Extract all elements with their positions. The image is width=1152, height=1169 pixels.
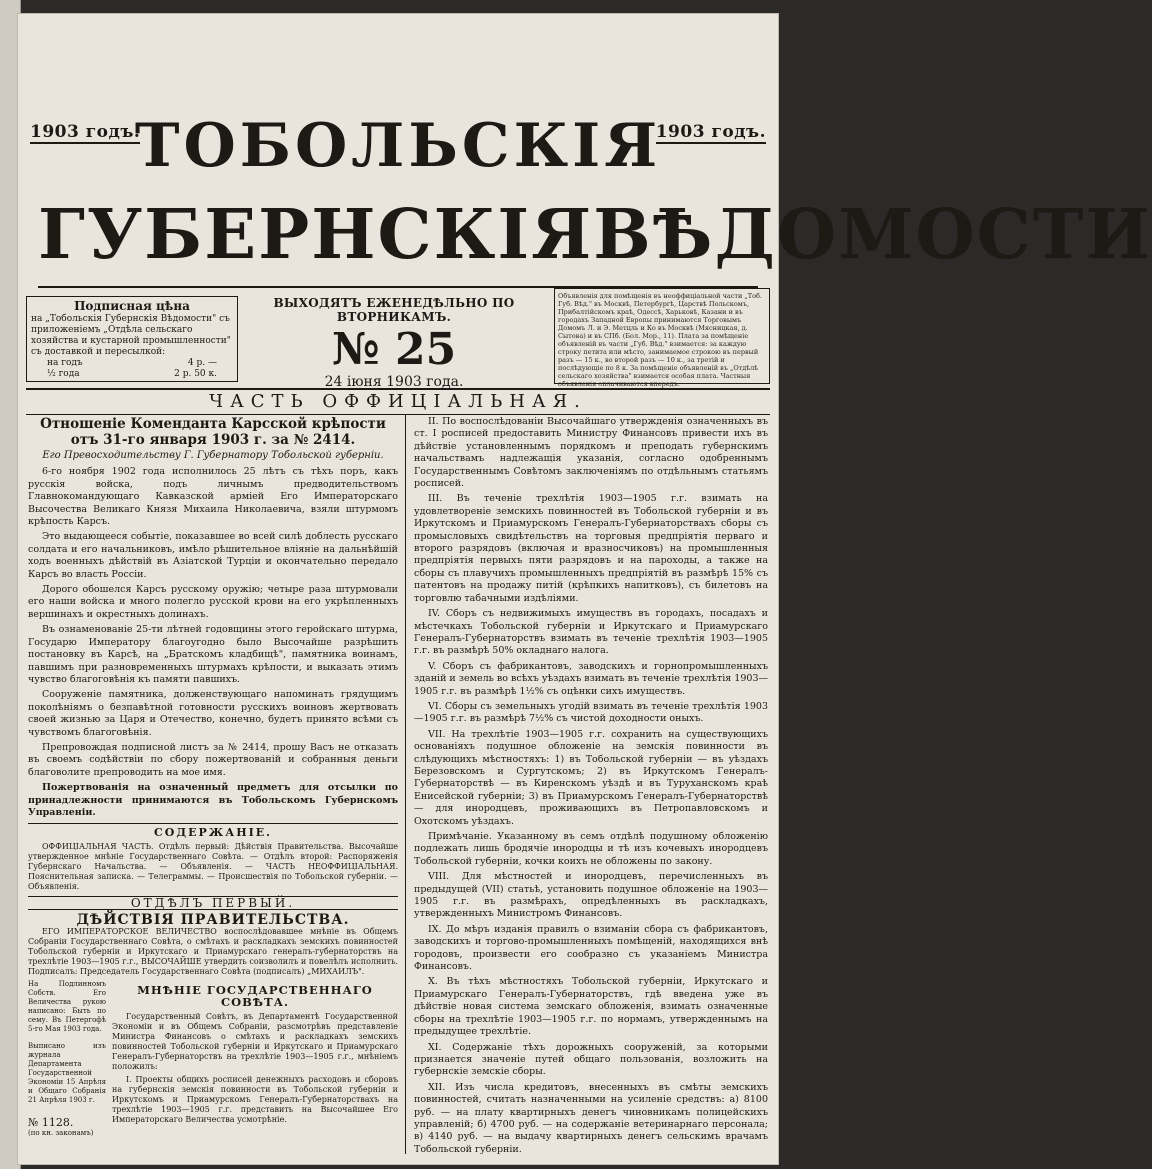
article-paragraph: Дорого обошелся Карсъ русскому оружію; четыре раза штурмовали его наши войска и много полегло русской крови на его укрѣпленныхъ вершинахъ и окрестныхъ долинахъ. — [28, 584, 398, 620]
article-paragraph: II. По воспослѣдованіи Высочайшаго утвержденія означенныхъ въ ст. I росписей предоставить Министру Финансовъ привести ихъ въ дѣйствіе установленнымъ порядкомъ и преподать губернскимъ начальствамъ надлежащія указанія, согласно одобреннымъ Государственнымъ Совѣтомъ заключеніямъ по отдѣльнымъ статьямъ росписей. — [414, 416, 768, 490]
price-label: на годъ — [47, 358, 83, 368]
publication-schedule: ВЫХОДЯТЪ ЕЖЕНЕДѢЛЬНО ПО ВТОРНИКАМЪ. — [273, 296, 515, 324]
article-headline: Отношеніе Коменданта Карсской крѣпости отъ 31-го января 1903 г. за № 2414. — [40, 416, 386, 448]
price-label: ½ года — [47, 369, 80, 379]
masthead-title-right: ВѢДОМОСТИ — [593, 195, 1152, 275]
article-paragraph: Въ ознаменованіе 25-ти лѣтней годовщины этого геройскаго штурма, Государю Императору благоугодно было Высочайше разрѣшить постановку въ Карсѣ, на „Братскомъ кладбищѣ", памятника воинамъ, павшимъ при разновременныхъ штурмахъ крѣпости, и выказать этимъ чувство благоговѣнія къ памяти павшихъ. — [28, 624, 398, 685]
margin-note: Выписано изъ журнала Департамента Государственной Экономіи 15 Апрѣля и Общаго Собранія 21 Апрѣля 1903 г. — [28, 1041, 106, 1104]
article-paragraph: Сооруженіе памятника, долженствующаго напоминать грядущимъ поколѣніямъ о безпавѣтной готовности русскихъ воиновъ жертвовать своей жизнью за Царя и Отечество, конечно, будетъ принято всѣми съ чувствомъ благоговѣнія. — [28, 689, 398, 738]
price-row-half — [31, 369, 233, 380]
column-divider — [405, 414, 406, 1154]
article-paragraph: Это выдающееся событіе, показавшее во всей силѣ доблесть русскаго солдата и его начальниковъ, имѣло рѣшительное вліяніе на дальнѣйшій ходъ военныхъ дѣйствій въ Азіатской Турціи и окончательно передало Карсъ во власть Россіи. — [28, 531, 398, 580]
subscription-text: на „Тобольскія Губернскія Вѣдомости" съ приложеніемъ „Отдѣла сельскаго хозяйства и кустарной промышленности" съ доставкой и пересылкой: — [31, 314, 231, 357]
margin-document-number: № 1128. — [28, 1115, 74, 1129]
opinion-block — [28, 980, 398, 1138]
issue-info — [244, 296, 544, 390]
article-paragraph: X. Въ тѣхъ мѣстностяхъ Тобольской губерніи, Иркутскаго и Приамурскаго Генералъ-Губернаторствъ, гдѣ введена уже въ дѣйствіе новая система земскаго обложенія, взимать означенные сборы на трехлѣтіе 1903—1905 г.г. по нормамъ, утвержденнымъ на предыдущее трехлѣтіе. — [414, 976, 768, 1038]
masthead-title-left: ГУБЕРНСКIЯ — [38, 195, 594, 275]
government-actions-text: ЕГО ИМПЕРАТОРСКОЕ ВЕЛИЧЕСТВО воспослѣдовавшее мнѣніе въ Общемъ Собраніи Государственнаго Совѣта, о смѣтахъ и раскладкахъ земскихъ повинностей Тобольской губерніи и Иркутскаго и Приамурскаго генералъ-губернаторствъ на трехлѣтіе 1903—1905 г.г., ВЫСОЧАЙШЕ утвердить соизволилъ и повелѣлъ исполнить. Подписалъ: Председатель Государственнаго Совѣта (подписалъ) „МИХАИЛЪ". — [28, 926, 398, 976]
masthead-title-line2 — [38, 190, 1152, 280]
advertising-notice-box — [554, 288, 770, 388]
article-paragraph: Препровождая подписной листъ за № 2414, прошу Васъ не отказать въ своемъ содѣйствіи по сбору пожертвованій и собранныя деньги благоволите препроводить на мое имя. — [28, 741, 398, 778]
article-paragraph: XI. Содержаніе тѣхъ дорожныхъ сооруженій, за которыми признается значеніе путей общаго пользованія, возложить на губернскіе земскіе сборы. — [414, 1041, 768, 1078]
subscription-box — [26, 296, 238, 382]
price-row-year — [31, 358, 233, 369]
opinion-text: Государственный Совѣтъ, въ Департаментѣ Государственной Экономіи и въ Общемъ Собраніи, разсмотрѣвъ представленіе Министра Финансовъ о смѣтахъ и раскладкахъ земскихъ повинностей Тобольской губерніи и Иркутскаго и Приамурскаго Генералъ-Губернаторствъ на трехлѣтіе 1903—1905 г.г., мнѣніемъ положилъ: — [112, 1012, 398, 1072]
margin-note: На Подлинномъ Собств. Его Величества рукою написано: Быть по сему. Въ Петергофѣ 5-го Мая 1903 года. — [28, 979, 106, 1033]
article-paragraph: VI. Сборы съ земельныхъ угодій взимать въ теченіе трехлѣтія 1903—1905 г.г. въ размѣрѣ 7½% съ чистой доходности оныхъ. — [414, 700, 768, 725]
opinion-point: I. Проекты общихъ росписей денежныхъ расходовъ и сборовъ на губернскія земскія повинности въ Тобольской губерніи и Иркутскомъ и Приамурскомъ Генералъ-Губернаторствахъ на трехлѣтіе 1903—1905 г.г. представить на Высочайшее Его Императорскаго Величества усмотрѣніе. — [112, 1075, 398, 1125]
article-paragraph: IV. Сборъ съ недвижимыхъ имуществъ въ городахъ, посадахъ и мѣстечкахъ Тобольской губерніи и Иркутскаго и Приамурскаго Генералъ-Губернаторствъ взимать въ теченіе трехлѣтія 1903—1905 г.г. въ размѣрѣ 50% окладнаго налога. — [414, 608, 768, 657]
article-paragraph: III. Въ теченіе трехлѣтія 1903—1905 г.г. взимать на удовлетвореніе земскихъ повинностей въ Тобольской губерніи и въ Иркутскомъ и Приамурскомъ Генералъ-Губернаторствахъ сборы съ промысловыхъ свидѣтельствъ на торговыя предпріятія перваго и второго разрядовъ (включая и вразносчиковъ) на промышленныя предпріятія первыхъ пяти разрядовъ и на пароходы, а также на сборы съ плавучихъ промышленныхъ предпріятій въ размѣрѣ 15% съ патентовъ на продажу питій (крѣпкихъ напитковъ), съ билетовъ на торговлю табачными издѣліями. — [414, 493, 768, 604]
article-paragraph: VII. На трехлѣтіе 1903—1905 г.г. сохранить на существующихъ основаніяхъ подушное обложеніе на земскія повинности въ слѣдующихъ мѣстностяхъ: 1) въ Тобольской губерніи — въ уѣздахъ Березовскомъ и Сургутскомъ; 2) въ Иркутскомъ Генералъ-Губернаторствѣ — въ Киренскомъ уѣздѣ и въ Туруханскомъ краѣ Енисейской губерніи; 3) въ Приамурскомъ Генералъ-Губернаторствѣ — для инородцевъ, проживающихъ въ Петропавловскомъ и Охотскомъ уѣздахъ. — [414, 728, 768, 827]
advertising-notice-text: Объявленія для помѣщенія въ неоффиціальной части „Тоб. Губ. Вѣд." въ Москвѣ, Петербургѣ, Царствѣ Польскомъ, Прибалтійскомъ краѣ, Одессѣ, Харьковѣ, Казани и въ городахъ Западной Европы принимаются Торговымъ Домомъ Л. и Э. Метцль и Ко въ Москвѣ (Мясницкая, д. Сытова) и въ СПб. (Бол. Мор., 11). Плата за помѣщеніе объявленій въ части „Губ. Вѣд." взимается: за каждую строку петита или мѣсто, занимаемое строкою въ первый разъ — 15 к., во второй разъ — 10 к., за третій и послѣдующіе по 8 к. За помѣщеніе объявленій въ „Отдѣлѣ сельскаго хозяйства" взимается особая плата. Частныя объявленія оплачиваются впередъ. — [558, 292, 762, 388]
section-first-title: ОТДѢЛЪ ПЕРВЫЙ. — [28, 896, 398, 910]
article-paragraph: VIII. Для мѣстностей и инородцевъ, перечисленныхъ въ предыдущей (VII) статьѣ, установить подушное обложеніе на 1903—1905 г.г. въ размѣрахъ, опредѣленныхъ въ раскладкахъ, утвержденныхъ Министромъ Финансовъ. — [414, 871, 768, 920]
subscription-heading: Подписная цѣна — [74, 299, 190, 313]
article-paragraph: Примѣчаніе. Указанному въ семъ отдѣлѣ подушному обложенію подлежать лишь бродячіе инородцы и тѣ изъ кочевыхъ инородцевъ Тобольской губерніи, кочки коихъ не обложены по закону. — [414, 831, 768, 867]
article-paragraph: 6-го ноября 1902 года исполнилось 25 лѣтъ съ тѣхъ поръ, какъ русскія войска, подъ личнымъ предводительствомъ Главнокомандующаго Кавказской арміей Его Императорскаго Высочества Великаго Князя Михаила Николаевича, взяли штурмомъ крѣпость Карсъ. — [28, 466, 398, 528]
contents-title: СОДЕРЖАНІЕ. — [28, 823, 398, 839]
issue-date: 24 іюня 1903 года. — [324, 374, 464, 390]
masthead-title-line1: ТОБОЛЬСКIЯ — [134, 111, 662, 181]
opinion-main — [112, 980, 398, 1138]
article-byline: Его Превосходительству Г. Губернатору Тобольской губерніи. — [42, 450, 384, 461]
right-column — [414, 416, 768, 1159]
year-label-left: 1903 годъ. — [30, 122, 141, 142]
price-value: 4 р. — — [187, 358, 217, 368]
newspaper-page — [18, 14, 1152, 1164]
state-council-opinion-title: МНѢНІЕ ГОСУДАРСТВЕННАГО СОВѢТА. — [137, 982, 373, 1009]
year-label-right: 1903 годъ. — [655, 122, 766, 142]
price-value: 2 р. 50 к. — [174, 369, 217, 379]
issue-number: № 25 — [331, 324, 457, 375]
article-paragraph: V. Сборъ съ фабрикантовъ, заводскихъ и горнопромышленныхъ зданій и земель во всѣхъ уѣздахъ взимать въ теченіе трехлѣтія 1903—1905 г.г. въ размѣрѣ 1½% съ оцѣнки сихъ имуществъ. — [414, 660, 768, 697]
contents-text: ОФФИЦIАЛЬНАЯ ЧАСТЬ. Отдѣлъ первый: Дѣйствія Правительства. Высочайше утвержденное мнѣніе Государственнаго Совѣта. — Отдѣлъ второй: Распоряженія Губернскаго Начальства. — Объявленія. — ЧАСТЬ НЕОФФИЦIАЛЬНАЯ. Пояснительная записка. — Телеграммы. — Происшествія по Тобольской губерніи. — Объявленія. — [28, 841, 398, 891]
government-actions-title: ДѢЙСТВIЯ ПРАВИТЕЛЬСТВА. — [76, 912, 350, 929]
left-column — [28, 416, 398, 1138]
donation-note: Пожертвованія на означенный предметъ для отсылки по принадлежности принимаются въ Тобольскомъ Губернскомъ Управленіи. — [28, 782, 398, 818]
margin-note: (по кн. законамъ) — [28, 1129, 94, 1137]
article-paragraph: IX. До мѣръ изданія правилъ о взиманіи сбора съ фабрикантовъ, заводскихъ и торгово-промышленныхъ помѣщеній, находящихся внѣ городовъ, произвести его сообразно съ указаніемъ Министра Финансовъ. — [414, 923, 768, 973]
opinion-margin — [28, 980, 106, 1138]
article-paragraph: XII. Изъ числа кредитовъ, внесенныхъ въ смѣты земскихъ повинностей, считать назначенными на усиленіе средствъ: а) 8100 руб. — на плату квартирныхъ денегъ чиновникамъ полицейскихъ управленій; б) 4700 руб. — на содержаніе ветеринарнаго персонала; в) 4140 руб. — на выдачу квартирныхъ денегъ сельскимъ врачамъ Тобольской губерніи. — [414, 1081, 768, 1155]
official-part-title: ЧАСТЬ ОФФИЦIАЛЬНАЯ. — [26, 388, 770, 415]
